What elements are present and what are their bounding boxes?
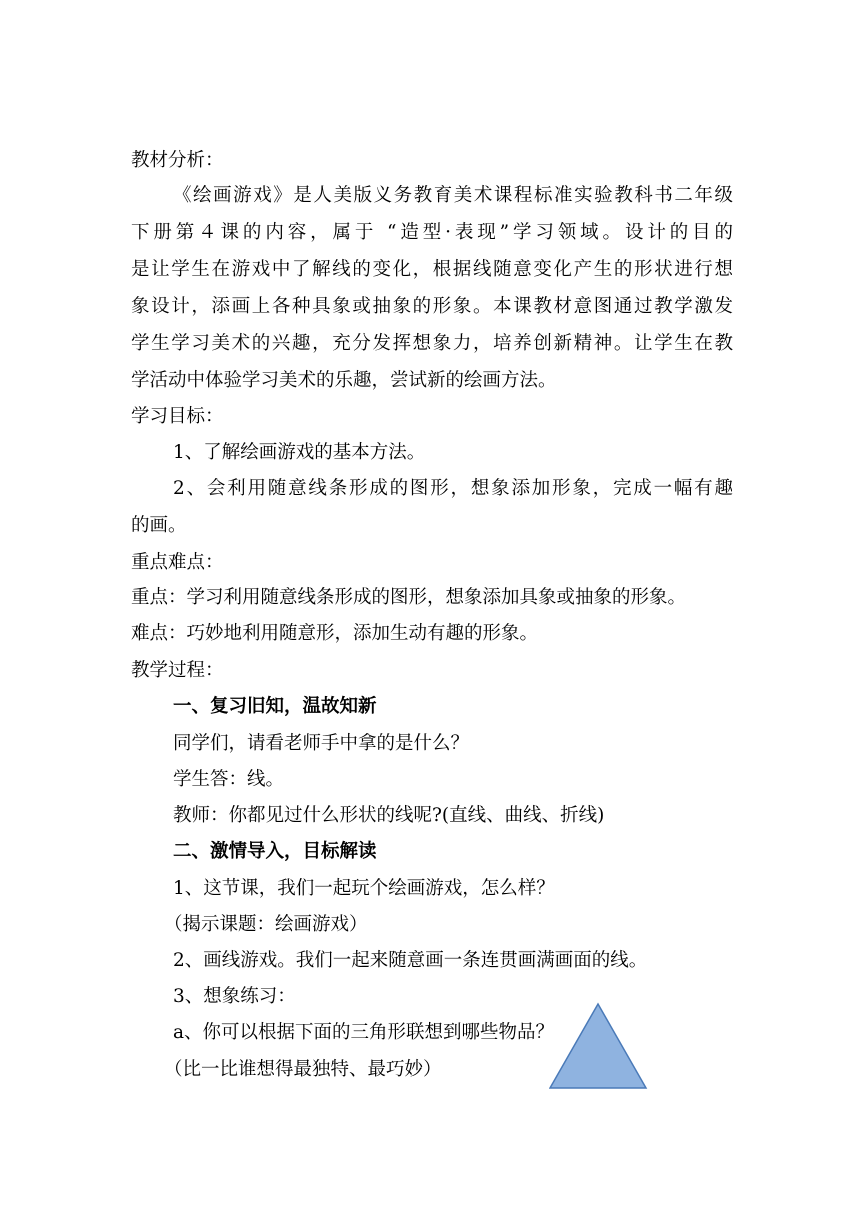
analysis-line-5: 学生学习美术的兴趣，充分发挥想象力，培养创新精神。让学生在教 xyxy=(131,333,733,354)
section-2-item-1: 1、这节课，我们一起玩个绘画游戏，怎么样？ xyxy=(173,878,555,899)
analysis-line-6: 学活动中体验学习美术的乐趣，尝试新的绘画方法。 xyxy=(131,370,557,391)
section-1-title: 一、复习旧知，温故知新 xyxy=(173,696,377,717)
section-1-teacher: 教师：你都见过什么形状的线呢?(直线、曲线、折线) xyxy=(173,805,605,826)
section-2-reveal: （揭示课题：绘画游戏） xyxy=(164,914,368,935)
triangle-image xyxy=(549,1002,649,1092)
analysis-line-4: 象设计，添画上各种具象或抽象的形象。本课教材意图通过教学激发 xyxy=(131,296,733,317)
difficult-point: 难点：巧妙地利用随意形，添加生动有趣的形象。 xyxy=(131,623,539,644)
section-2-item-2: 2、画线游戏。我们一起来随意画一条连贯画满画面的线。 xyxy=(173,950,648,971)
section-2-compare: （比一比谁想得最独特、最巧妙） xyxy=(164,1059,442,1080)
analysis-line-3: 是让学生在游戏中了解线的变化，根据线随意变化产生的形状进行想 xyxy=(131,259,733,280)
goal-2-line-1: 2、会利用随意线条形成的图形，想象添加形象，完成一幅有趣 xyxy=(173,478,733,499)
section-2-title: 二、激情导入，目标解读 xyxy=(173,841,377,862)
key-point: 重点：学习利用随意线条形成的图形，想象添加具象或抽象的形象。 xyxy=(131,587,687,608)
analysis-heading: 教材分析： xyxy=(131,150,224,171)
section-1-student: 学生答：线。 xyxy=(173,769,285,790)
triangle-shape xyxy=(550,1004,646,1088)
section-2-item-3: 3、想象练习： xyxy=(173,986,296,1007)
analysis-line-1: 《绘画游戏》是人美版义务教育美术课程标准实验教科书二年级 xyxy=(173,185,733,206)
goals-heading: 学习目标： xyxy=(131,406,224,427)
goal-1: 1、了解绘画游戏的基本方法。 xyxy=(173,442,426,463)
goal-2-line-2: 的画。 xyxy=(131,515,187,536)
analysis-line-2: 下册第４课的内容，属于 “造型·表现”学习领域。设计的目的 xyxy=(131,222,733,243)
section-2-item-a: a、你可以根据下面的三角形联想到哪些物品？ xyxy=(173,1022,555,1043)
process-heading: 教学过程： xyxy=(131,660,224,681)
section-1-question: 同学们，请看老师手中拿的是什么？ xyxy=(173,733,470,754)
key-heading: 重点难点： xyxy=(131,552,224,573)
